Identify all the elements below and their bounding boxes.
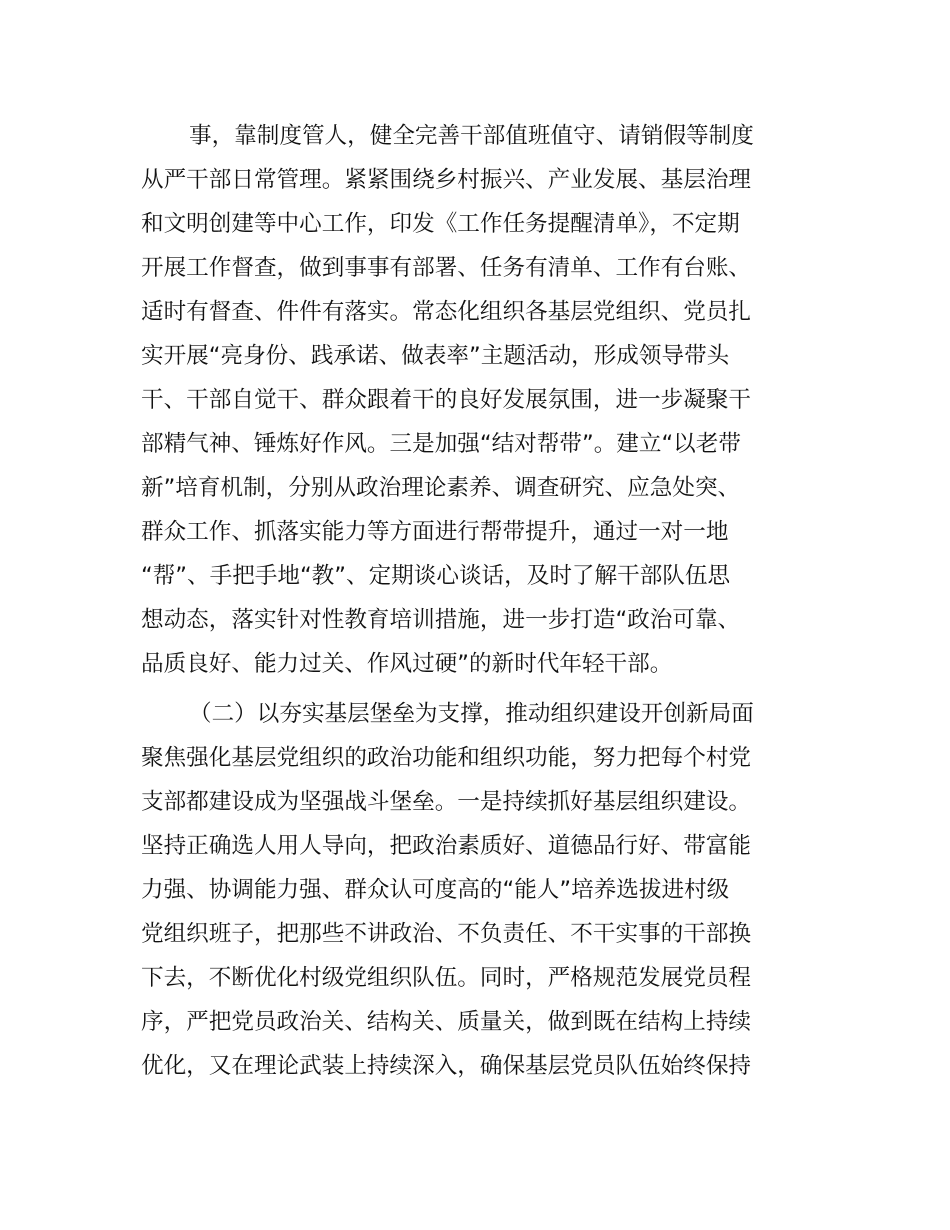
- text-line: 聚焦强化基层党组织的政治功能和组织功能，努力把每个村党: [141, 745, 752, 771]
- text-line: 想动态，落实针对性教育培训措施，进一步打造“政治可靠、: [141, 607, 741, 633]
- text-line: 适时有督查、件件有落实。常态化组织各基层党组织、党员扎: [141, 299, 752, 325]
- text-line: 从严干部日常管理。紧紧围绕乡村振兴、产业发展、基层治理: [141, 167, 752, 193]
- text-line: “帮”、手把手地“教”、定期谈心谈话，及时了解干部队伍思: [141, 563, 731, 589]
- text-line: 部精气神、锤炼好作风。三是加强“结对帮带”。建立“以老带: [141, 431, 741, 457]
- section-heading: （二）以夯实基层堡垒为支撑，推动组织建设开创新局面: [189, 701, 754, 727]
- text-line: 品质良好、能力过关、作风过硬”的新时代年轻干部。: [141, 651, 673, 677]
- text-line: 党组织班子，把那些不讲政治、不负责任、不干实事的干部换: [141, 921, 752, 947]
- text-line: 力强、协调能力强、群众认可度高的“能人”培养选拔进村级: [141, 877, 730, 903]
- text-line: 实开展“亮身份、践承诺、做表率”主题活动，形成领导带头: [141, 343, 730, 369]
- text-line: 坚持正确选人用人导向，把政治素质好、道德品行好、带富能: [141, 833, 752, 859]
- text-line: 和文明创建等中心工作，印发《工作任务提醒清单》，不定期: [141, 211, 740, 237]
- text-line: 群众工作、抓落实能力等方面进行帮带提升，通过一对一地: [141, 519, 729, 545]
- text-line: 干、干部自觉干、群众跟着干的良好发展氛围，进一步凝聚干: [141, 387, 752, 413]
- text-line: 下去，不断优化村级党组织队伍。同时，严格规范发展党员程: [141, 965, 752, 991]
- text-line: 优化，又在理论武装上持续深入，确保基层党员队伍始终保持: [141, 1053, 752, 1079]
- text-line: 事，靠制度管人，健全完善干部值班值守、请销假等制度: [189, 123, 754, 149]
- text-line: 开展工作督查，做到事事有部署、任务有清单、工作有台账、: [141, 255, 752, 281]
- text-line: 新”培育机制，分别从政治理论素养、调查研究、应急处突、: [141, 475, 741, 501]
- text-line: 支部都建设成为坚强战斗堡垒。一是持续抓好基层组织建设。: [141, 789, 752, 815]
- text-line: 序，严把党员政治关、结构关、质量关，做到既在结构上持续: [141, 1009, 752, 1035]
